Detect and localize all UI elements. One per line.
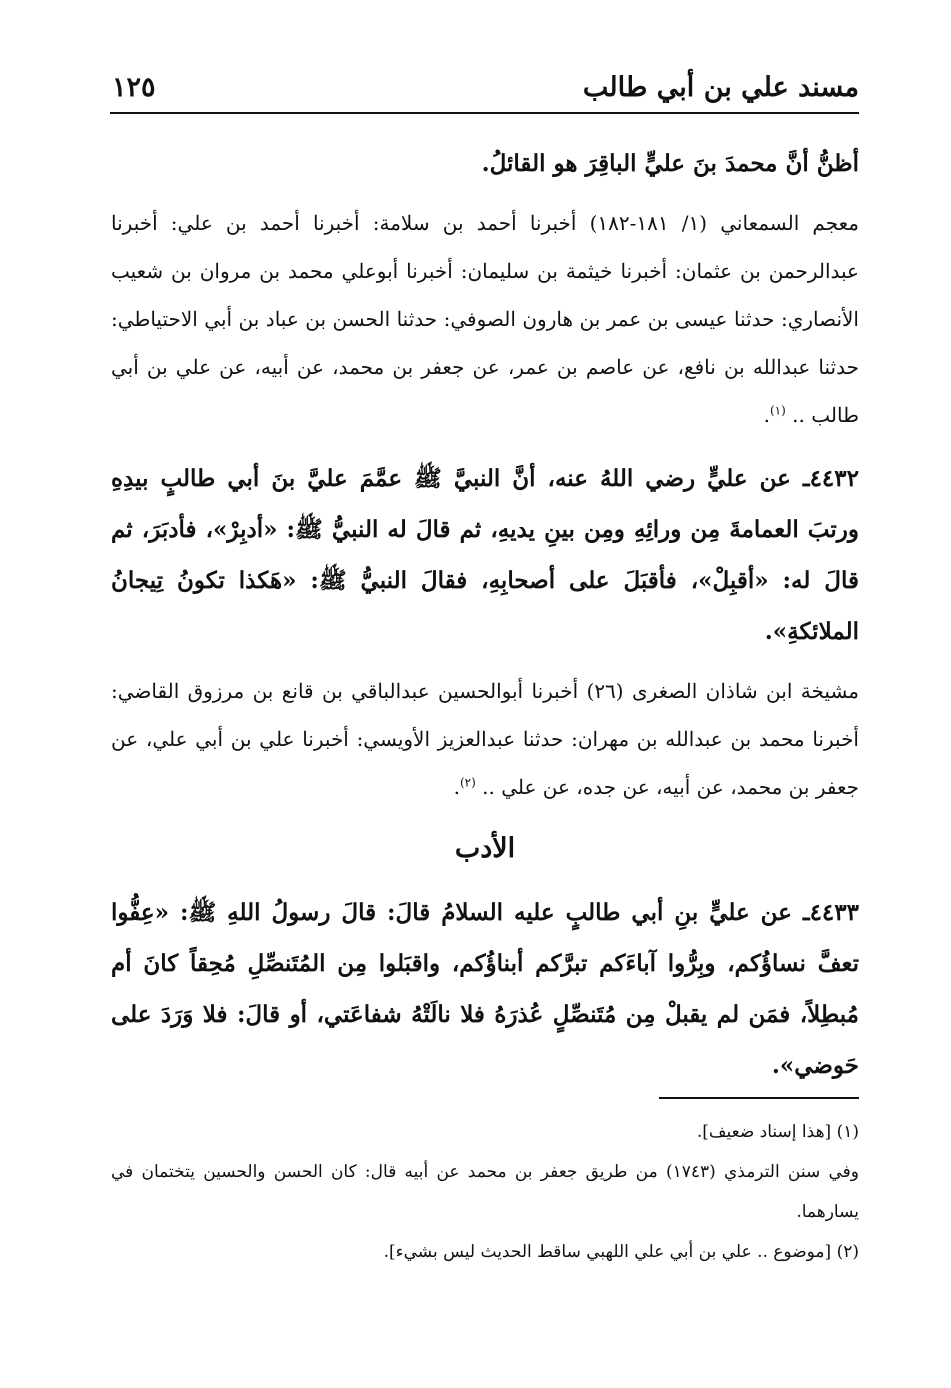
section-heading-adab: الأدب: [454, 833, 516, 864]
footnote-ref-2: (٢): [459, 775, 476, 790]
footnote-rule: [659, 1097, 859, 1099]
footnote-ref-1: (١): [769, 403, 786, 418]
source-citation-2: مشيخة ابن شاذان الصغرى (٢٦) أخبرنا أبوالحسين عبدالباقي بن قانع بن مرزوق القاضي: أخبرنا محمد بن عبدالله بن مهران: حدثنا عبدالعزيز الأويسي: أخبرنا علي بن أبي علي، عن جعفر بن محمد، عن أبيه، عن جده، عن علي .. $^{(٢)}$.: [111, 679, 859, 799]
main-text: [111, 138, 859, 1091]
header-rule: [110, 112, 859, 114]
hadith-4433: ٤٤٣٣ـ عن عليٍّ بنِ أبي طالبٍ عليه السلامُ قالَ: قالَ رسولُ اللهِ ﷺ: «عِفُّوا تعفَّ نساؤُكم، وبِرُّوا آباءَكم تبرَّكم أبناؤُكم، واقبَلوا مِن المُتَنصِّلِ مُحِقاً كانَ أم مُبطِلاً، فمَن لم يقبلْ مِن مُتَنصِّلٍ عُذرَهُ فلا نالَتْهُ شفاعَتي، أو قالَ: فلا وَرَدَ على حَوضي».: [111, 899, 859, 1079]
page-number: ١٢٥: [112, 72, 156, 103]
header-title: مسند علي بن أبي طالب: [582, 72, 859, 103]
running-header: [112, 72, 859, 112]
source-citation-1: معجم السمعاني (١/ ١٨١-١٨٢) أخبرنا أحمد بن سلامة: أخبرنا أحمد بن علي: أخبرنا عبدالرحمن بن عثمان: أخبرنا خيثمة بن سليمان: أخبرنا أبوعلي محمد بن مروان بن شعيب الأنصاري: حدثنا عيسى بن عمر بن هارون الصوفي: حدثنا الحسن بن عباد بن أبي الاحتياطي: حدثنا عبدالله بن نافع، عن عاصم بن عمر، عن جعفر بن محمد، عن أبيه، عن علي بن أبي طالب .. $^{(١)}$.: [111, 211, 859, 427]
footnote-1: (١) [هذا إسناد ضعيف].: [696, 1122, 859, 1142]
source-citation-2-text: مشيخة ابن شاذان الصغرى (٢٦) أخبرنا أبوالحسين عبدالباقي بن قانع بن مرزوق القاضي: أخبرنا محمد بن عبدالله بن مهران: حدثنا عبدالعزيز الأويسي: أخبرنا علي بن أبي علي، عن جعفر بن محمد، عن أبيه، عن جده، عن علي ..: [111, 679, 859, 799]
footnote-1-continued: وفي سنن الترمذي (١٧٤٣) من طريق جعفر بن محمد عن أبيه قال: كان الحسن والحسين يتختمان في يسارهما.: [111, 1162, 859, 1222]
source-citation-1-text: معجم السمعاني (١/ ١٨١-١٨٢) أخبرنا أحمد بن سلامة: أخبرنا أحمد بن علي: أخبرنا عبدالرحمن بن عثمان: أخبرنا خيثمة بن سليمان: أخبرنا أبوعلي محمد بن مروان بن شعيب الأنصاري: حدثنا عيسى بن عمر بن هارون الصوفي: حدثنا الحسن بن عباد بن أبي الاحتياطي: حدثنا عبدالله بن نافع، عن عاصم بن عمر، عن جعفر بن محمد، عن أبيه، عن علي بن أبي طالب ..: [111, 211, 859, 427]
footnotes: [111, 1112, 859, 1272]
hadith-4432: ٤٤٣٢ـ عن عليٍّ رضي اللهُ عنه، أنَّ النبيَّ ﷺ عمَّمَ عليَّ بنَ أبي طالبٍ بيدِهِ ورتبَ العمامةَ مِن ورائِهِ ومِن بينِ يديهِ، ثم قالَ له النبيُّ ﷺ: «أدبِرْ»، فأدبَرَ، ثم قالَ له: «أقبِلْ»، فأقبَلَ على أصحابِهِ، فقالَ النبيُّ ﷺ: «هَكذا تكونُ تِيجانُ الملائكةِ».: [111, 465, 859, 645]
commentary-sentence: أظنُّ أنَّ محمدَ بنَ عليٍّ الباقِرَ هو القائلُ.: [481, 150, 859, 177]
footnote-2: (٢) [موضوع .. علي بن أبي علي اللهبي ساقط الحديث ليس بشيء].: [383, 1242, 859, 1262]
